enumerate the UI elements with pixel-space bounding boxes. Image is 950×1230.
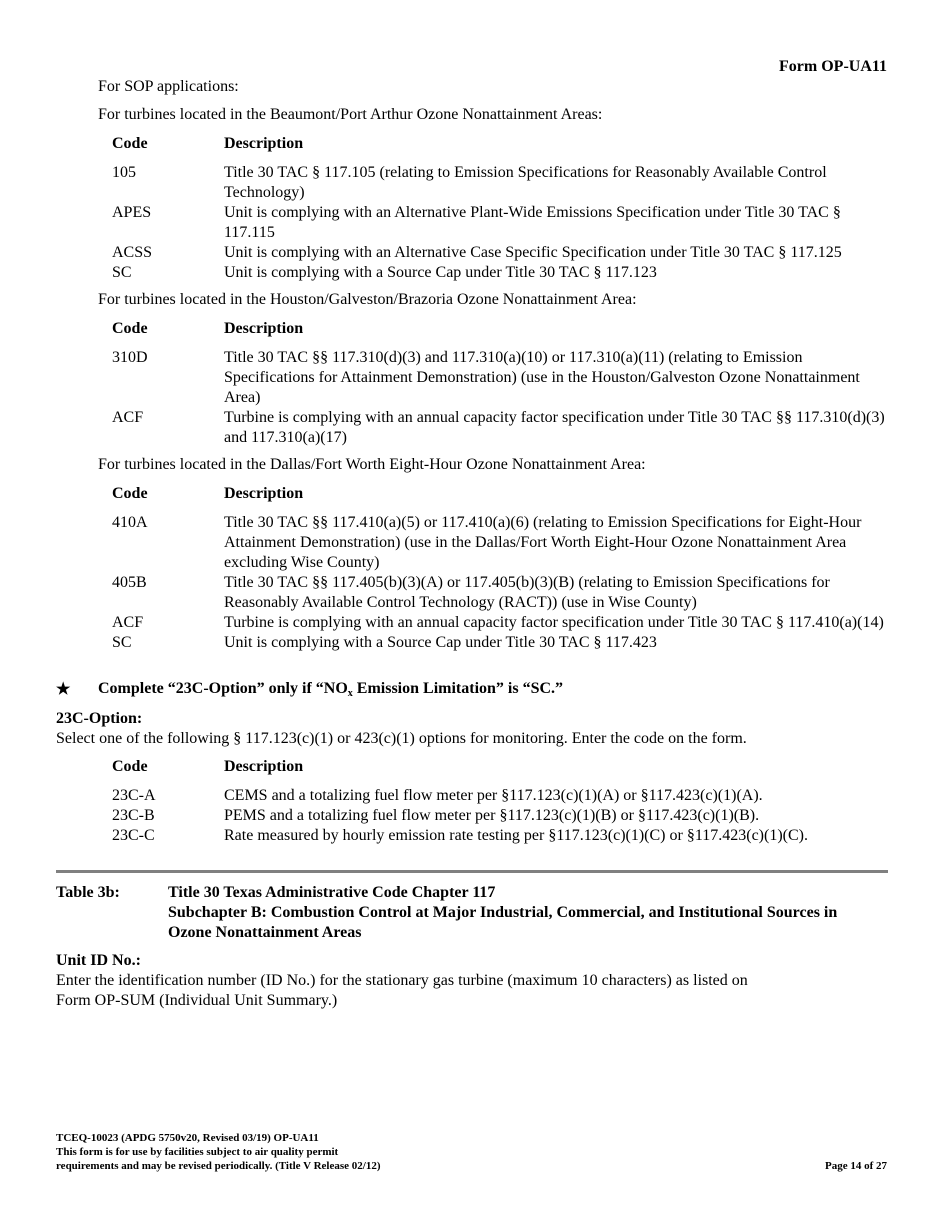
code-table-houston <box>112 319 902 448</box>
footer-line1: TCEQ-10023 (APDG 5750v20, Revised 03/19) OP-UA11 <box>56 1132 319 1144</box>
row-description: Turbine is complying with an annual capacity factor specification under Title 30 TAC § 117.410(a)(14) <box>224 614 884 631</box>
table-row <box>112 408 902 448</box>
row-description: Title 30 TAC §§ 117.310(d)(3) and 117.310(a)(10) or 117.310(a)(11) (relating to Emission Specifications for Attainment Demonstration) (use in the Houston/Galveston Ozone Nonattainment Area) <box>224 349 860 406</box>
row-code: ACSS <box>112 244 153 261</box>
star-note <box>98 679 563 699</box>
table-row <box>112 203 902 243</box>
table-3b-title-line3: Ozone Nonattainment Areas <box>168 924 362 941</box>
row-code: 23C-C <box>112 827 155 844</box>
row-description: CEMS and a totalizing fuel flow meter per §117.123(c)(1)(A) or §117.423(c)(1)(A). <box>224 787 763 804</box>
row-description: Rate measured by hourly emission rate testing per §117.123(c)(1)(C) or §117.423(c)(1)(C). <box>224 827 808 844</box>
col-code-header: Code <box>112 320 148 337</box>
row-code: 405B <box>112 574 147 591</box>
col-description-header: Description <box>224 485 304 502</box>
row-code: 105 <box>112 164 136 181</box>
row-code: 23C-B <box>112 807 155 824</box>
unit-id-instruction <box>56 971 748 1011</box>
row-code: SC <box>112 634 132 651</box>
row-description: Turbine is complying with an annual capacity factor specification under Title 30 TAC §§ 117.310(d)(3) and 117.310(a)(17) <box>224 409 885 446</box>
section-intro-beaumont: For turbines located in the Beaumont/Port Arthur Ozone Nonattainment Areas: <box>98 106 603 123</box>
sop-intro: For SOP applications: <box>98 78 239 95</box>
col-code-header: Code <box>112 758 148 775</box>
star-note-text-before: Complete “23C-Option” only if “NO <box>98 680 348 697</box>
row-code: ACF <box>112 614 144 631</box>
table-row <box>112 806 902 826</box>
table-row <box>112 633 902 653</box>
row-code: APES <box>112 204 152 221</box>
table-header <box>112 484 902 504</box>
table-3b-label: Table 3b: <box>56 884 120 901</box>
page-number: Page 14 of 27 <box>824 1160 887 1172</box>
table-row <box>112 263 902 283</box>
row-description: Title 30 TAC § 117.105 (relating to Emission Specifications for Reasonably Available Control Technology) <box>224 164 827 201</box>
row-description: Title 30 TAC §§ 117.405(b)(3)(A) or 117.405(b)(3)(B) (relating to Emission Specifications for Reasonably Available Control Technology (RACT)) (use in Wise County) <box>224 574 830 611</box>
footer-line2: This form is for use by facilities subject to air quality permit <box>56 1146 339 1158</box>
row-description: Unit is complying with an Alternative Case Specific Specification under Title 30 TAC § 117.125 <box>224 244 842 261</box>
row-code: 23C-A <box>112 787 156 804</box>
form-id: Form OP-UA11 <box>779 58 887 75</box>
table-header <box>112 319 902 339</box>
table-row <box>112 163 902 203</box>
row-code: ACF <box>112 409 144 426</box>
col-code-header: Code <box>112 485 148 502</box>
table-row <box>112 573 902 613</box>
footer-line3: requirements and may be revised periodically. (Title V Release 02/12) <box>56 1160 381 1172</box>
col-description-header: Description <box>224 758 304 775</box>
table-row <box>112 826 902 846</box>
footer-form-info <box>56 1131 380 1173</box>
section-intro-dallas: For turbines located in the Dallas/Fort Worth Eight-Hour Ozone Nonattainment Area: <box>98 456 646 473</box>
star-icon: ★ <box>56 681 71 698</box>
section-intro-houston: For turbines located in the Houston/Galveston/Brazoria Ozone Nonattainment Area: <box>98 291 637 308</box>
option-23c-instruction: Select one of the following § 117.123(c)(1) or 423(c)(1) options for monitoring. Enter the code on the form. <box>56 730 747 747</box>
row-description: Unit is complying with a Source Cap under Title 30 TAC § 117.123 <box>224 264 657 281</box>
code-table-dallas <box>112 484 902 653</box>
star-note-subscript: x <box>347 688 353 699</box>
section-divider <box>56 870 888 873</box>
row-code: 310D <box>112 349 148 366</box>
unit-id-line2: Form OP-SUM (Individual Unit Summary.) <box>56 992 338 1009</box>
row-description: Unit is complying with a Source Cap under Title 30 TAC § 117.423 <box>224 634 657 651</box>
table-row <box>112 243 902 263</box>
table-header <box>112 757 902 777</box>
col-code-header: Code <box>112 135 148 152</box>
row-code: 410A <box>112 514 148 531</box>
table-row <box>112 613 902 633</box>
table-row <box>112 513 902 573</box>
col-description-header: Description <box>224 135 304 152</box>
row-description: Title 30 TAC §§ 117.410(a)(5) or 117.410(a)(6) (relating to Emission Specifications for Eight-Hour Attainment Demonstration) (use in the Dallas/Fort Worth Eight-Hour Ozone Nonattainment Area excluding Wise County) <box>224 514 862 571</box>
table-row <box>112 348 902 408</box>
table-row <box>112 786 902 806</box>
table-3b-title-line2: Subchapter B: Combustion Control at Major Industrial, Commercial, and Institutional Sources in <box>168 904 838 921</box>
unit-id-heading: Unit ID No.: <box>56 952 141 969</box>
col-description-header: Description <box>224 320 304 337</box>
row-code: SC <box>112 264 132 281</box>
star-note-text-after: Emission Limitation” is “SC.” <box>352 680 564 697</box>
code-table-beaumont <box>112 134 902 283</box>
table-3b-title-line1: Title 30 Texas Administrative Code Chapter 117 <box>168 884 496 901</box>
row-description: Unit is complying with an Alternative Plant-Wide Emissions Specification under Title 30 TAC § 117.115 <box>224 204 841 241</box>
table-header <box>112 134 902 154</box>
table-3b-title <box>168 883 837 943</box>
unit-id-line1: Enter the identification number (ID No.) for the stationary gas turbine (maximum 10 characters) as listed on <box>56 972 748 989</box>
row-description: PEMS and a totalizing fuel flow meter per §117.123(c)(1)(B) or §117.423(c)(1)(B). <box>224 807 760 824</box>
code-table-23c <box>112 757 902 846</box>
option-23c-heading: 23C-Option: <box>56 710 143 727</box>
